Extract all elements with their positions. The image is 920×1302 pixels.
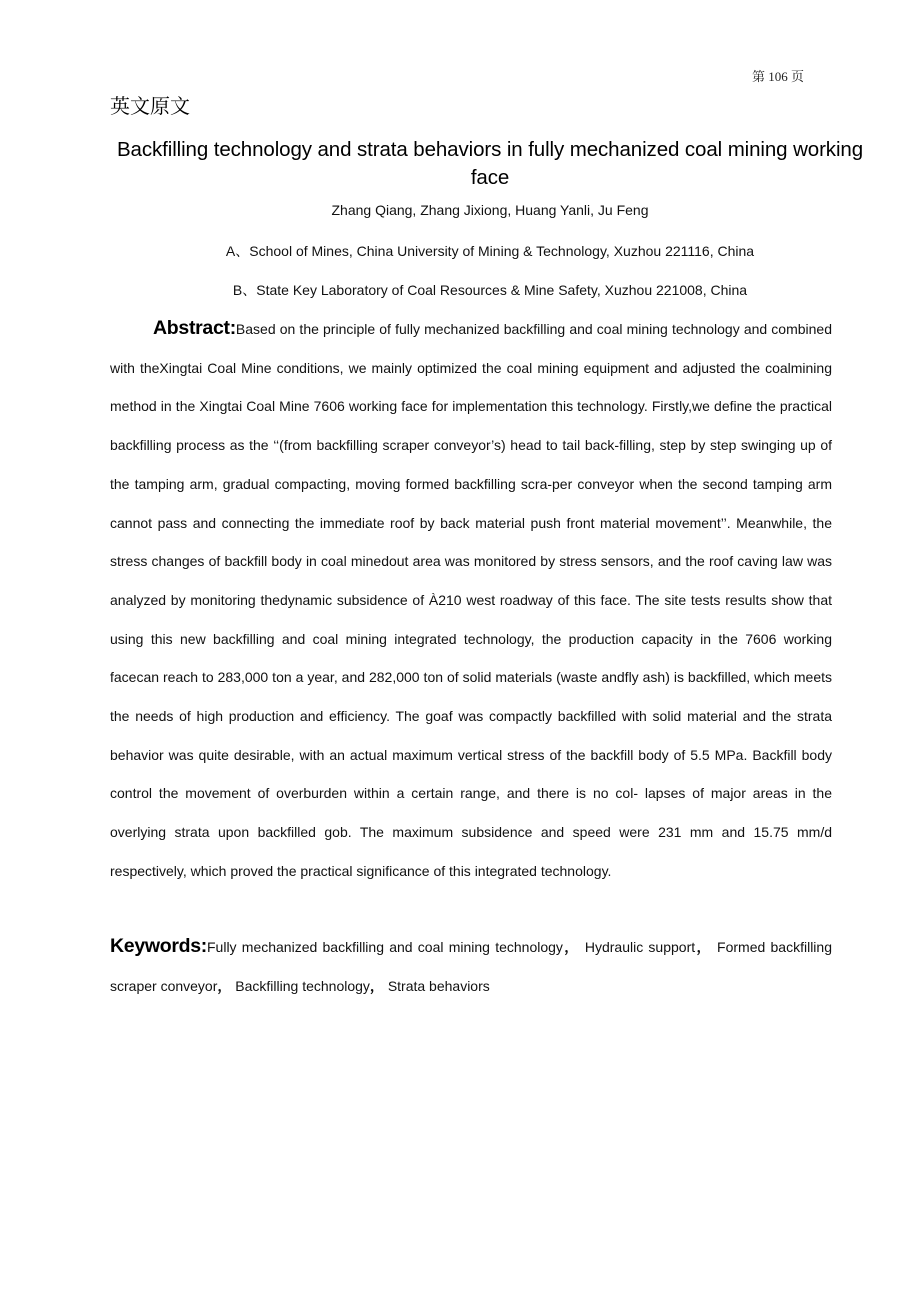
keyword-separator: ， bbox=[562, 939, 580, 955]
keyword-item: Hydraulic support bbox=[584, 939, 696, 955]
affiliation-a: A、School of Mines, China University of Mining & Technology, Xuzhou 221116, China bbox=[225, 243, 755, 259]
abstract-label: Abstract: bbox=[153, 317, 236, 339]
affiliation-b: B、State Key Laboratory of Coal Resources & Mine Safety, Xuzhou 221008, China bbox=[232, 282, 748, 298]
keyword-item: Backfilling technology bbox=[235, 977, 370, 994]
keyword-separator: ， bbox=[369, 977, 384, 994]
abstract-text: Based on the principle of fully mechanized backfilling and coal mining technology and combined with theXingtai Coal Mine conditions, we mainly optimized the coal mining equipment and adjusted the coalmining method in the Xingtai Coal Mine 7606 working face for implementation this technology. Firstly,we define the practical backfilling process as the ‘‘(from backfilling scraper conveyor’s) head to tail back-filling, step by step swinging up of the tamping arm, gradual compacting, moving formed backfilling scra-per conveyor when the second tamping arm cannot pass and connecting the immediate roof by back material push front material movement’’. Meanwhile, the stress changes of backfill body in coal minedout area was monitored by stress sensors, and the roof caving law was analyzed by monitoring thedynamic subsidence of À210 west roadway of this face. The site tests results show that using this new backfilling and coal mining integrated technology, the production capacity in the 7606 working facecan reach to 283,000 ton a year, and 282,000 ton of solid materials (waste andfly ash) is backfilled, which meets the needs of high production and efficiency. The goaf was compactly backfilled with solid material and the strata behavior was quite desirable, with an actual maximum vertical stress of the backfill body of 5.5 MPa. Backfill body control the movement of overburden within a certain range, and there is no col- lapses of major areas in the overlying strata upon backfilled gob. The maximum subsidence and speed were 231 mm and 15.75 mm/d respectively, which proved the practical significance of this integrated technology. bbox=[110, 321, 832, 879]
abstract-paragraph bbox=[110, 309, 832, 891]
paper-title: Backfilling technology and strata behaviors in fully mechanized coal mining working face bbox=[116, 138, 864, 189]
keyword-item: Fully mechanized backfilling and coal mining technology bbox=[207, 939, 563, 955]
keywords-paragraph bbox=[110, 927, 832, 1005]
keyword-item: Formed backfilling scraper conveyor bbox=[110, 939, 832, 994]
keyword-separator: ， bbox=[695, 939, 712, 955]
section-heading: 英文原文 bbox=[110, 96, 190, 118]
author-list: Zhang Qiang, Zhang Jixiong, Huang Yanli, Ju Feng bbox=[331, 202, 649, 218]
keyword-separator: ， bbox=[217, 977, 232, 994]
page-number: 第 106 页 bbox=[751, 69, 804, 84]
keyword-item: Strata behaviors bbox=[387, 977, 490, 994]
keywords-label: Keywords: bbox=[110, 935, 207, 957]
